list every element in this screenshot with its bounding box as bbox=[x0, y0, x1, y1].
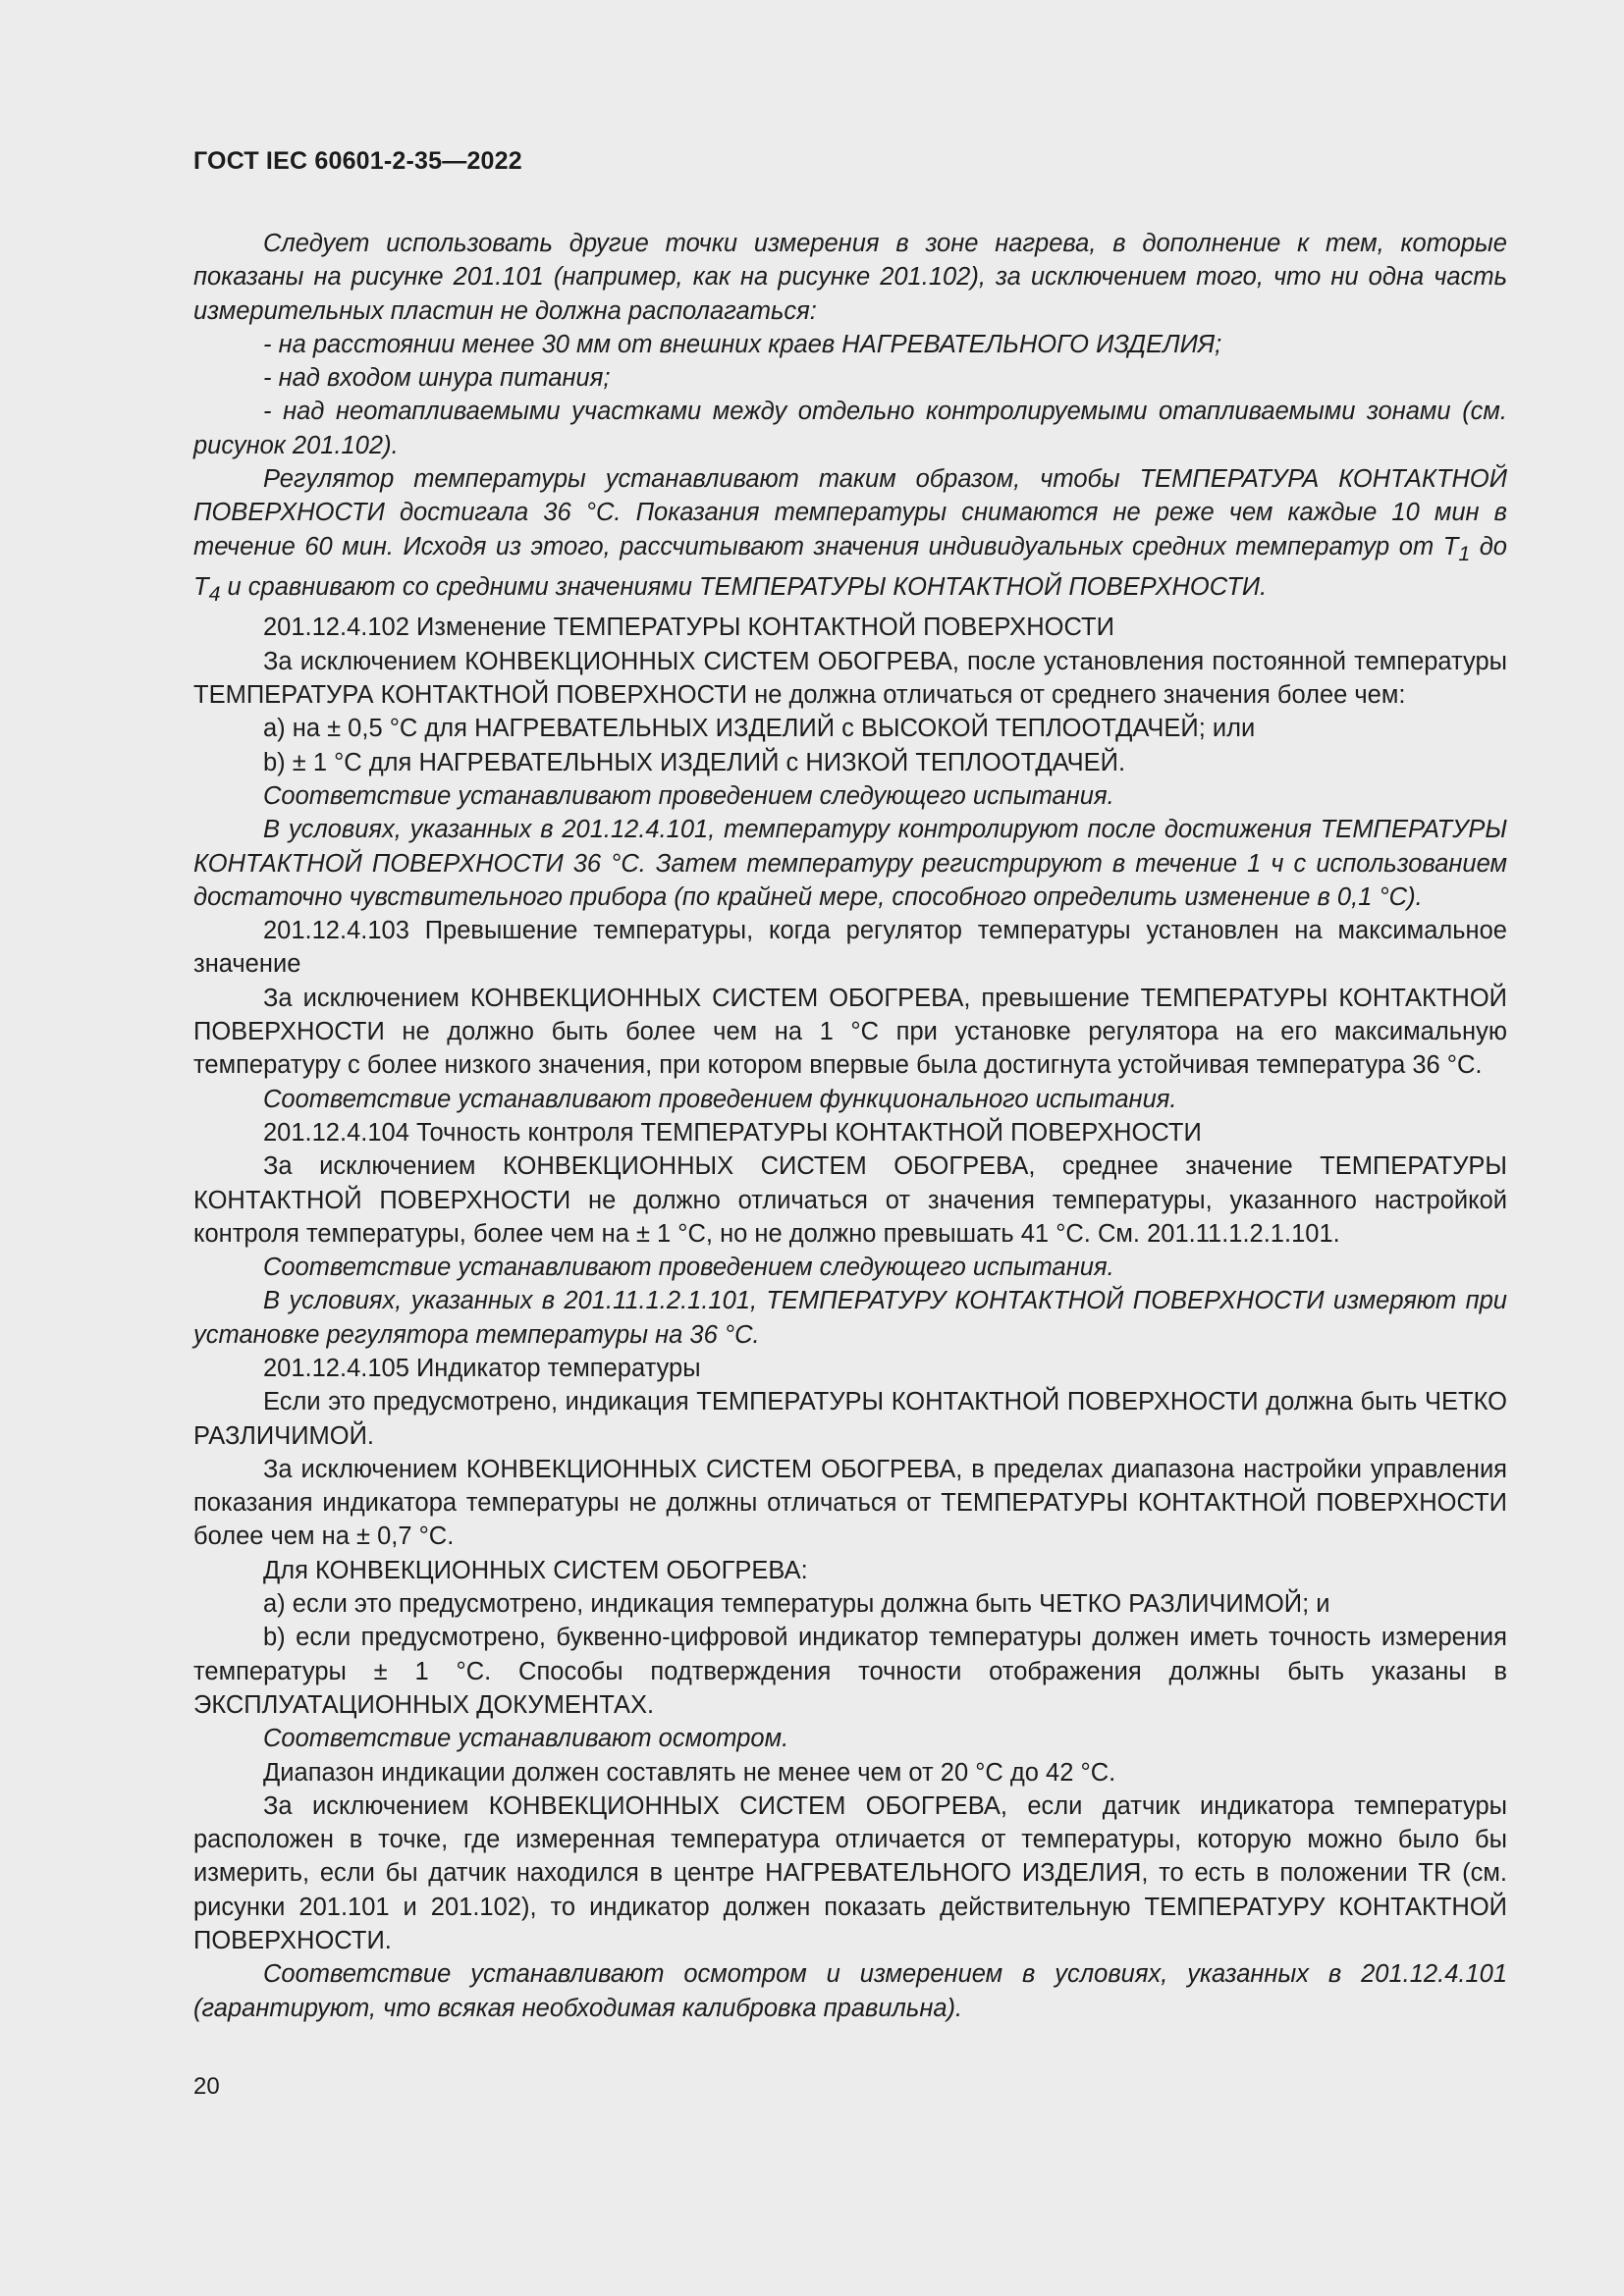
list-item: a) если это предусмотрено, индикация температуры должна быть ЧЕТКО РАЗЛИЧИМОЙ; и bbox=[263, 1590, 1330, 1619]
paragraph: Следует использовать другие точки измерения в зоне нагрева, в дополнение к тем, которые показаны на рисунке 201.101 (например, как на рисунке 201.102), за исключением того, что ни одна часть измерительных пластин не должна располагаться: bbox=[193, 230, 1507, 325]
compliance-note: Соответствие устанавливают проведением функционального испытания. bbox=[263, 1085, 1177, 1113]
list-item: b) если предусмотрено, буквенно-цифровой индикатор температуры должен иметь точность измерения температуры ± 1 °C. Способы подтверждения точности отображения должны быть указаны в ЭКСПЛУАТАЦИОННЫХ ДОКУМЕНТАХ. bbox=[193, 1624, 1507, 1719]
page-number: 20 bbox=[193, 2073, 220, 2100]
paragraph: За исключением КОНВЕКЦИОННЫХ СИСТЕМ ОБОГРЕВА, превышение ТЕМПЕРАТУРЫ КОНТАКТНОЙ ПОВЕРХНОСТИ не должно быть более чем на 1 °C при установке регулятора на его максимальную температуру с более низкого значения, при котором впервые была достигнута устойчивая температура 36 °C. bbox=[193, 984, 1507, 1080]
compliance-note: Соответствие устанавливают проведением следующего испытания. bbox=[263, 781, 1114, 810]
paragraph: За исключением КОНВЕКЦИОННЫХ СИСТЕМ ОБОГРЕВА, среднее значение ТЕМПЕРАТУРЫ КОНТАКТНОЙ ПОВЕРХНОСТИ не должно отличаться от значения температуры, указанного настройкой контроля температуры, более чем на ± 1 °C, но не должно превышать 41 °C. См. 201.11.1.2.1.101. bbox=[193, 1152, 1507, 1248]
list-item: - на расстоянии менее 30 мм от внешних краев НАГРЕВАТЕЛЬНОГО ИЗДЕЛИЯ; bbox=[263, 330, 1222, 358]
paragraph bbox=[193, 462, 1507, 611]
list-item: - над входом шнура питания; bbox=[263, 364, 611, 393]
text-run: и сравнивают со средними значениями ТЕМПЕРАТУРЫ КОНТАКТНОЙ ПОВЕРХНОСТИ. bbox=[220, 573, 1268, 602]
text-run: до T bbox=[193, 532, 1507, 602]
compliance-note: Соответствие устанавливают осмотром. bbox=[263, 1725, 789, 1753]
section-heading: 201.12.4.102 Изменение ТЕМПЕРАТУРЫ КОНТАКТНОЙ ПОВЕРХНОСТИ bbox=[263, 614, 1114, 642]
list-item: b) ± 1 °C для НАГРЕВАТЕЛЬНЫХ ИЗДЕЛИЙ с НИЗКОЙ ТЕПЛООТДАЧЕЙ. bbox=[263, 748, 1126, 776]
document-body bbox=[193, 227, 1507, 2025]
paragraph: За исключением КОНВЕКЦИОННЫХ СИСТЕМ ОБОГРЕВА, в пределах диапазона настройки управления показания индикатора температуры не должны отличаться от ТЕМПЕРАТУРЫ КОНТАКТНОЙ ПОВЕРХНОСТИ более чем на ± 0,7 °C. bbox=[193, 1455, 1507, 1551]
paragraph: Диапазон индикации должен составлять не менее чем от 20 °C до 42 °C. bbox=[263, 1758, 1116, 1787]
list-item: a) на ± 0,5 °C для НАГРЕВАТЕЛЬНЫХ ИЗДЕЛИЙ с ВЫСОКОЙ ТЕПЛООТДАЧЕЙ; или bbox=[263, 715, 1256, 743]
paragraph: За исключением КОНВЕКЦИОННЫХ СИСТЕМ ОБОГРЕВА, после установления постоянной температуры ТЕМПЕРАТУРА КОНТАКТНОЙ ПОВЕРХНОСТИ не должна отличаться от среднего значения более чем: bbox=[193, 647, 1507, 710]
paragraph: В условиях, указанных в 201.12.4.101, температуру контролируют после достижения ТЕМПЕРАТУРЫ КОНТАКТНОЙ ПОВЕРХНОСТИ 36 °C. Затем температуру регистрируют в течение 1 ч с использованием достаточно чувствительного прибора (по крайней мере, способного определить изменение в 0,1 °C). bbox=[193, 816, 1507, 911]
paragraph: В условиях, указанных в 201.11.1.2.1.101, ТЕМПЕРАТУРУ КОНТАКТНОЙ ПОВЕРХНОСТИ измеряют при установке регулятора температуры на 36 °C. bbox=[193, 1287, 1507, 1349]
compliance-note: Соответствие устанавливают осмотром и измерением в условиях, указанных в 201.12.4.101 (гарантируют, что всякая необходимая калибровка правильна). bbox=[193, 1960, 1507, 2022]
section-heading: 201.12.4.104 Точность контроля ТЕМПЕРАТУРЫ КОНТАКТНОЙ ПОВЕРХНОСТИ bbox=[263, 1118, 1202, 1147]
section-heading: 201.12.4.103 Превышение температуры, когда регулятор температуры установлен на максимальное значение bbox=[193, 917, 1507, 979]
paragraph: За исключением КОНВЕКЦИОННЫХ СИСТЕМ ОБОГРЕВА, если датчик индикатора температуры расположен в точке, где измеренная температура отличается от температуры, которую можно было бы измерить, если бы датчик находился в центре НАГРЕВАТЕЛЬНОГО ИЗДЕЛИЯ, то есть в положении TR (см. рисунки 201.101 и 201.102), то индикатор должен показать действительную ТЕМПЕРАТУРУ КОНТАКТНОЙ ПОВЕРХНОСТИ. bbox=[193, 1791, 1507, 1955]
paragraph: Если это предусмотрено, индикация ТЕМПЕРАТУРЫ КОНТАКТНОЙ ПОВЕРХНОСТИ должна быть ЧЕТКО РАЗЛИЧИМОЙ. bbox=[193, 1388, 1507, 1450]
section-heading: 201.12.4.105 Индикатор температуры bbox=[263, 1354, 701, 1382]
subscript: 4 bbox=[208, 582, 221, 607]
text-run: Регулятор температуры устанавливают таким образом, чтобы ТЕМПЕРАТУРА КОНТАКТНОЙ ПОВЕРХНОСТИ достигала 36 °C. Показания температуры снимаются не реже чем каждые 10 мин в течение 60 мин. Исходя из этого, рассчитывают значения индивидуальных средних температур от T bbox=[193, 465, 1507, 561]
subscript: 1 bbox=[1458, 541, 1471, 565]
paragraph: Для КОНВЕКЦИОННЫХ СИСТЕМ ОБОГРЕВА: bbox=[263, 1556, 808, 1584]
compliance-note: Соответствие устанавливают проведением следующего испытания. bbox=[263, 1254, 1114, 1282]
document-header: ГОСТ IEC 60601-2-35—2022 bbox=[193, 147, 522, 175]
list-item: - над неотапливаемыми участками между отдельно контролируемыми отапливаемыми зонами (см. рисунок 201.102). bbox=[193, 398, 1507, 459]
